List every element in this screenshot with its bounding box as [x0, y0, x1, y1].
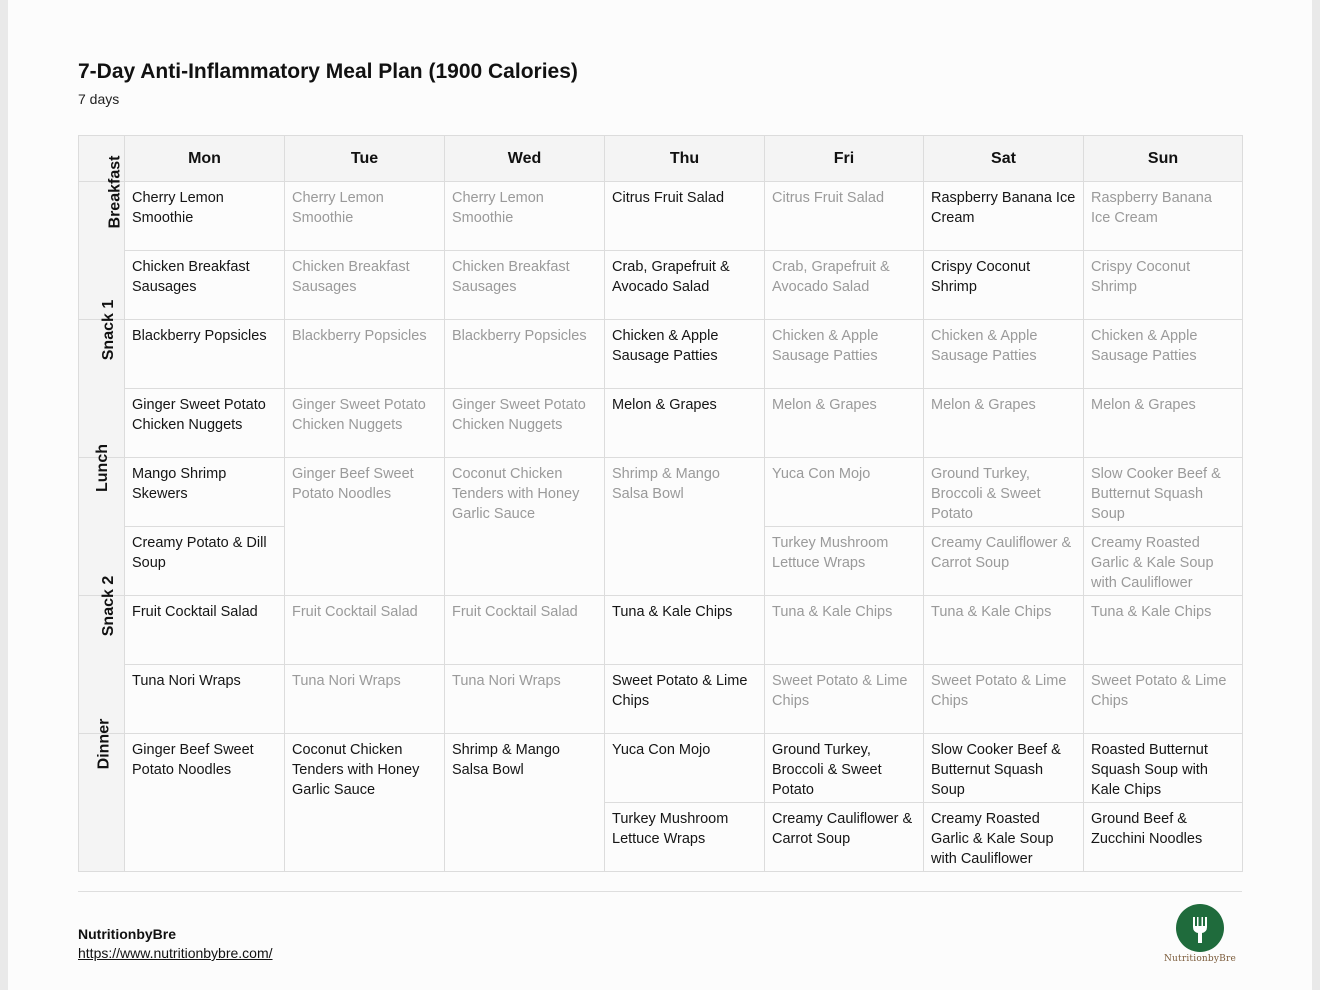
meal-cell: Cherry Lemon Smoothie [125, 182, 285, 251]
meal-cell: Ginger Beef Sweet Potato Noodles [125, 734, 285, 872]
day-header-wed: Wed [445, 136, 605, 182]
leaf-fork-logo-icon [1160, 903, 1240, 953]
meal-cell: Ground Beef & Zucchini Noodles [1084, 803, 1243, 872]
meal-cell: Ginger Sweet Potato Chicken Nuggets [445, 389, 605, 458]
day-header-thu: Thu [605, 136, 765, 182]
meal-cell: Tuna & Kale Chips [1084, 596, 1243, 665]
footer-brand: NutritionbyBre [78, 926, 176, 942]
meal-cell: Sweet Potato & Lime Chips [1084, 665, 1243, 734]
meal-cell: Creamy Potato & Dill Soup [125, 527, 285, 596]
meal-cell: Citrus Fruit Salad [605, 182, 765, 251]
meal-cell: Roasted Butternut Squash Soup with Kale Chips [1084, 734, 1243, 803]
meal-cell: Blackberry Popsicles [125, 320, 285, 389]
footer-divider [78, 891, 1242, 892]
day-header-sat: Sat [924, 136, 1084, 182]
meal-cell: Turkey Mushroom Lettuce Wraps [605, 803, 765, 872]
meal-cell: Melon & Grapes [605, 389, 765, 458]
document-page [8, 0, 1312, 990]
table-row [79, 458, 1243, 527]
meal-cell: Blackberry Popsicles [445, 320, 605, 389]
meal-cell: Raspberry Banana Ice Cream [1084, 182, 1243, 251]
meal-cell: Sweet Potato & Lime Chips [605, 665, 765, 734]
day-header-mon: Mon [125, 136, 285, 182]
meal-cell: Tuna & Kale Chips [924, 596, 1084, 665]
meal-cell: Mango Shrimp Skewers [125, 458, 285, 527]
table-row [79, 734, 1243, 803]
meal-cell: Creamy Cauliflower & Carrot Soup [924, 527, 1084, 596]
meal-cell: Chicken & Apple Sausage Patties [1084, 320, 1243, 389]
meal-cell: Ginger Beef Sweet Potato Noodles [285, 458, 445, 596]
meal-cell: Ground Turkey, Broccoli & Sweet Potato [924, 458, 1084, 527]
meal-label-snack-1: Snack 1 [79, 320, 125, 458]
meal-cell: Chicken Breakfast Sausages [445, 251, 605, 320]
meal-cell: Tuna Nori Wraps [125, 665, 285, 734]
meal-cell: Crab, Grapefruit & Avocado Salad [765, 251, 924, 320]
table-row [79, 665, 1243, 734]
meal-cell: Citrus Fruit Salad [765, 182, 924, 251]
day-header-fri: Fri [765, 136, 924, 182]
meal-cell: Sweet Potato & Lime Chips [924, 665, 1084, 734]
day-header-tue: Tue [285, 136, 445, 182]
meal-cell: Melon & Grapes [924, 389, 1084, 458]
meal-cell: Ginger Sweet Potato Chicken Nuggets [285, 389, 445, 458]
table-row [79, 182, 1243, 251]
meal-cell: Creamy Cauliflower & Carrot Soup [765, 803, 924, 872]
meal-cell: Shrimp & Mango Salsa Bowl [445, 734, 605, 872]
meal-label-snack-2: Snack 2 [79, 596, 125, 734]
meal-cell: Crab, Grapefruit & Avocado Salad [605, 251, 765, 320]
meal-cell: Coconut Chicken Tenders with Honey Garlic Sauce [445, 458, 605, 596]
table-header-row [79, 136, 1243, 182]
footer-website-link[interactable]: https://www.nutritionbybre.com/ [78, 945, 273, 961]
meal-cell: Crispy Coconut Shrimp [924, 251, 1084, 320]
meal-cell: Raspberry Banana Ice Cream [924, 182, 1084, 251]
meal-cell: Chicken Breakfast Sausages [285, 251, 445, 320]
meal-cell: Fruit Cocktail Salad [285, 596, 445, 665]
meal-cell: Tuna Nori Wraps [445, 665, 605, 734]
meal-cell: Ground Turkey, Broccoli & Sweet Potato [765, 734, 924, 803]
table-row [79, 596, 1243, 665]
meal-cell: Yuca Con Mojo [765, 458, 924, 527]
meal-cell: Melon & Grapes [1084, 389, 1243, 458]
table-row [79, 389, 1243, 458]
meal-cell: Yuca Con Mojo [605, 734, 765, 803]
meal-plan-table [78, 135, 1243, 872]
day-header-sun: Sun [1084, 136, 1243, 182]
meal-cell: Coconut Chicken Tenders with Honey Garlic Sauce [285, 734, 445, 872]
meal-cell: Turkey Mushroom Lettuce Wraps [765, 527, 924, 596]
meal-cell: Tuna Nori Wraps [285, 665, 445, 734]
meal-cell: Crispy Coconut Shrimp [1084, 251, 1243, 320]
page-subtitle: 7 days [78, 91, 120, 107]
meal-cell: Chicken & Apple Sausage Patties [924, 320, 1084, 389]
meal-cell: Chicken & Apple Sausage Patties [765, 320, 924, 389]
logo-text: NutritionbyBre [1163, 954, 1237, 964]
page-title: 7-Day Anti-Inflammatory Meal Plan (1900 Calories) [78, 60, 578, 83]
meal-cell: Chicken & Apple Sausage Patties [605, 320, 765, 389]
meal-cell: Tuna & Kale Chips [765, 596, 924, 665]
brand-logo [1160, 903, 1240, 969]
meal-cell: Blackberry Popsicles [285, 320, 445, 389]
meal-cell: Cherry Lemon Smoothie [285, 182, 445, 251]
meal-cell: Tuna & Kale Chips [605, 596, 765, 665]
meal-cell: Ginger Sweet Potato Chicken Nuggets [125, 389, 285, 458]
meal-cell: Fruit Cocktail Salad [125, 596, 285, 665]
meal-cell: Fruit Cocktail Salad [445, 596, 605, 665]
meal-label-lunch: Lunch [79, 458, 125, 596]
meal-cell: Sweet Potato & Lime Chips [765, 665, 924, 734]
table-row [79, 320, 1243, 389]
meal-cell: Melon & Grapes [765, 389, 924, 458]
meal-cell: Creamy Roasted Garlic & Kale Soup with Cauliflower [924, 803, 1084, 872]
meal-cell: Chicken Breakfast Sausages [125, 251, 285, 320]
meal-cell: Creamy Roasted Garlic & Kale Soup with Cauliflower [1084, 527, 1243, 596]
meal-cell: Slow Cooker Beef & Butternut Squash Soup [924, 734, 1084, 803]
meal-cell: Cherry Lemon Smoothie [445, 182, 605, 251]
meal-label-breakfast: Breakfast [79, 182, 125, 320]
meal-cell: Shrimp & Mango Salsa Bowl [605, 458, 765, 596]
table-row [79, 251, 1243, 320]
meal-cell: Slow Cooker Beef & Butternut Squash Soup [1084, 458, 1243, 527]
meal-label-dinner: Dinner [79, 734, 125, 872]
